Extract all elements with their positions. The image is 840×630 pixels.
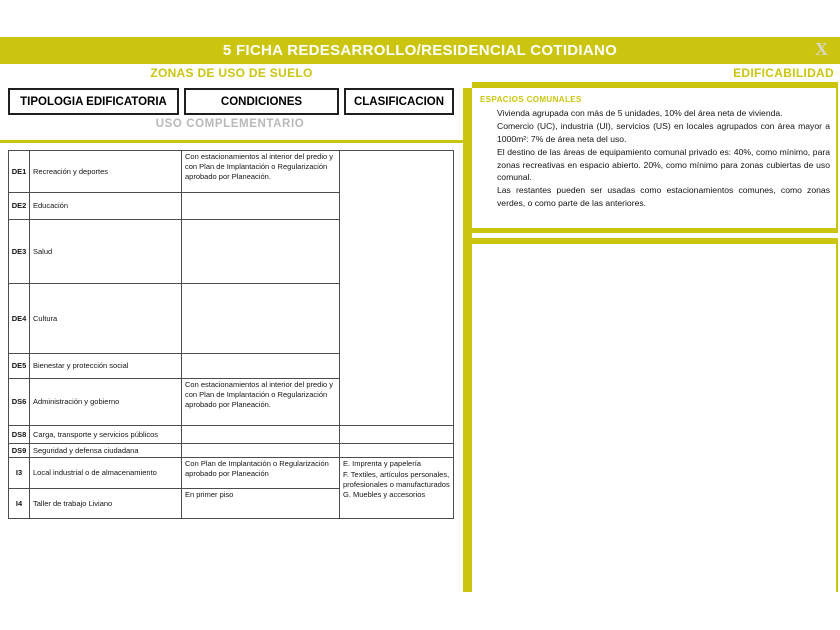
empty-panel-box bbox=[472, 238, 838, 592]
row-condiciones: Con estacionamientos al interior del predio y con Plan de Implantación o Regularización aprobado por Planeación. bbox=[182, 379, 340, 426]
clasificacion-item: E. Imprenta y papelería bbox=[343, 459, 421, 468]
column-header-tipologia: TIPOLOGIA EDIFICATORIA bbox=[8, 88, 179, 115]
panel-paragraph: Comercio (UC), industria (UI), servicios (US) en locales agrupados con área mayor a 1000m²: 7% de área neta del uso. bbox=[497, 120, 830, 144]
table-row bbox=[9, 151, 454, 193]
row-tipologia: Educación bbox=[30, 193, 182, 220]
row-condiciones bbox=[182, 426, 340, 444]
row-code: DE5 bbox=[9, 354, 30, 379]
clasificacion-item: G. Muebles y accesorios bbox=[343, 490, 426, 500]
table-subtitle-uso-complementario: USO COMPLEMENTARIO bbox=[155, 118, 305, 130]
panel-title-espacios-comunales: ESPACIOS COMUNALES bbox=[480, 95, 582, 104]
uso-complementario-table bbox=[8, 150, 454, 519]
row-code: I3 bbox=[9, 458, 30, 489]
row-condiciones: Con estacionamientos al interior del predio y con Plan de Implantación o Regularización aprobado por Planeación. bbox=[182, 151, 340, 193]
row-condiciones bbox=[182, 284, 340, 354]
row-tipologia: Salud bbox=[30, 220, 182, 284]
table-row bbox=[9, 426, 454, 444]
table-row bbox=[9, 458, 454, 489]
panel-paragraph: Las restantes pueden ser usadas como estacionamientos comunes, como zonas verdes, o como parte de las anteriores. bbox=[497, 185, 830, 209]
row-condiciones bbox=[182, 193, 340, 220]
column-header-condiciones: CONDICIONES bbox=[184, 88, 339, 115]
clasificacion-cell-empty bbox=[340, 444, 454, 458]
section-label-edificabilidad: EDIFICABILIDAD bbox=[733, 66, 834, 80]
panel-accent-bar bbox=[463, 88, 472, 592]
row-condiciones bbox=[182, 220, 340, 284]
clasificacion-cell-items bbox=[340, 458, 454, 519]
clasificacion-cell-empty bbox=[340, 151, 454, 426]
row-tipologia: Administración y gobierno bbox=[30, 379, 182, 426]
row-code: DS8 bbox=[9, 426, 30, 444]
row-tipologia: Seguridad y defensa ciudadana bbox=[30, 444, 182, 458]
column-header-clasificacion: CLASIFICACION bbox=[344, 88, 454, 115]
panel-paragraph: El destino de las áreas de equipamiento comunal privado es: 40%, como mínimo, para zonas recreativas en espacio abierto. 20%, como mínimo para zonas cubiertas de uso comunal. bbox=[497, 146, 830, 183]
table-row bbox=[9, 444, 454, 458]
panel-paragraphs bbox=[497, 107, 830, 210]
row-condiciones bbox=[182, 444, 340, 458]
row-code: DE3 bbox=[9, 220, 30, 284]
row-code: DE4 bbox=[9, 284, 30, 354]
row-tipologia: Recreación y deportes bbox=[30, 151, 182, 193]
row-condiciones: Con Plan de Implantación o Regularización aprobado por Planeación bbox=[182, 458, 340, 489]
row-code: DS9 bbox=[9, 444, 30, 458]
row-tipologia: Carga, transporte y servicios públicos bbox=[30, 426, 182, 444]
corner-x-mark: X bbox=[815, 39, 828, 59]
row-condiciones bbox=[182, 354, 340, 379]
clasificacion-cell-empty bbox=[340, 426, 454, 444]
row-tipologia: Cultura bbox=[30, 284, 182, 354]
row-code: DS6 bbox=[9, 379, 30, 426]
clasificacion-item: F. Textiles, artículos personales, profesionales o manufacturados bbox=[343, 469, 450, 489]
row-code: DE1 bbox=[9, 151, 30, 193]
row-tipologia: Taller de trabajo Liviano bbox=[30, 489, 182, 519]
panel-paragraph: Vivienda agrupada con más de 5 unidades, 10% del área neta de vivienda. bbox=[497, 108, 783, 118]
row-code: DE2 bbox=[9, 193, 30, 220]
page-title: 5 FICHA REDESARROLLO/RESIDENCIAL COTIDIANO bbox=[222, 42, 618, 59]
row-condiciones: En primer piso bbox=[182, 489, 340, 519]
accent-divider-line bbox=[0, 140, 463, 143]
row-tipologia: Bienestar y protección social bbox=[30, 354, 182, 379]
section-label-zonas: ZONAS DE USO DE SUELO bbox=[150, 66, 313, 80]
title-banner bbox=[0, 37, 840, 64]
row-tipologia: Local industrial o de almacenamiento bbox=[30, 458, 182, 489]
espacios-comunales-panel bbox=[472, 82, 838, 233]
row-code: I4 bbox=[9, 489, 30, 519]
